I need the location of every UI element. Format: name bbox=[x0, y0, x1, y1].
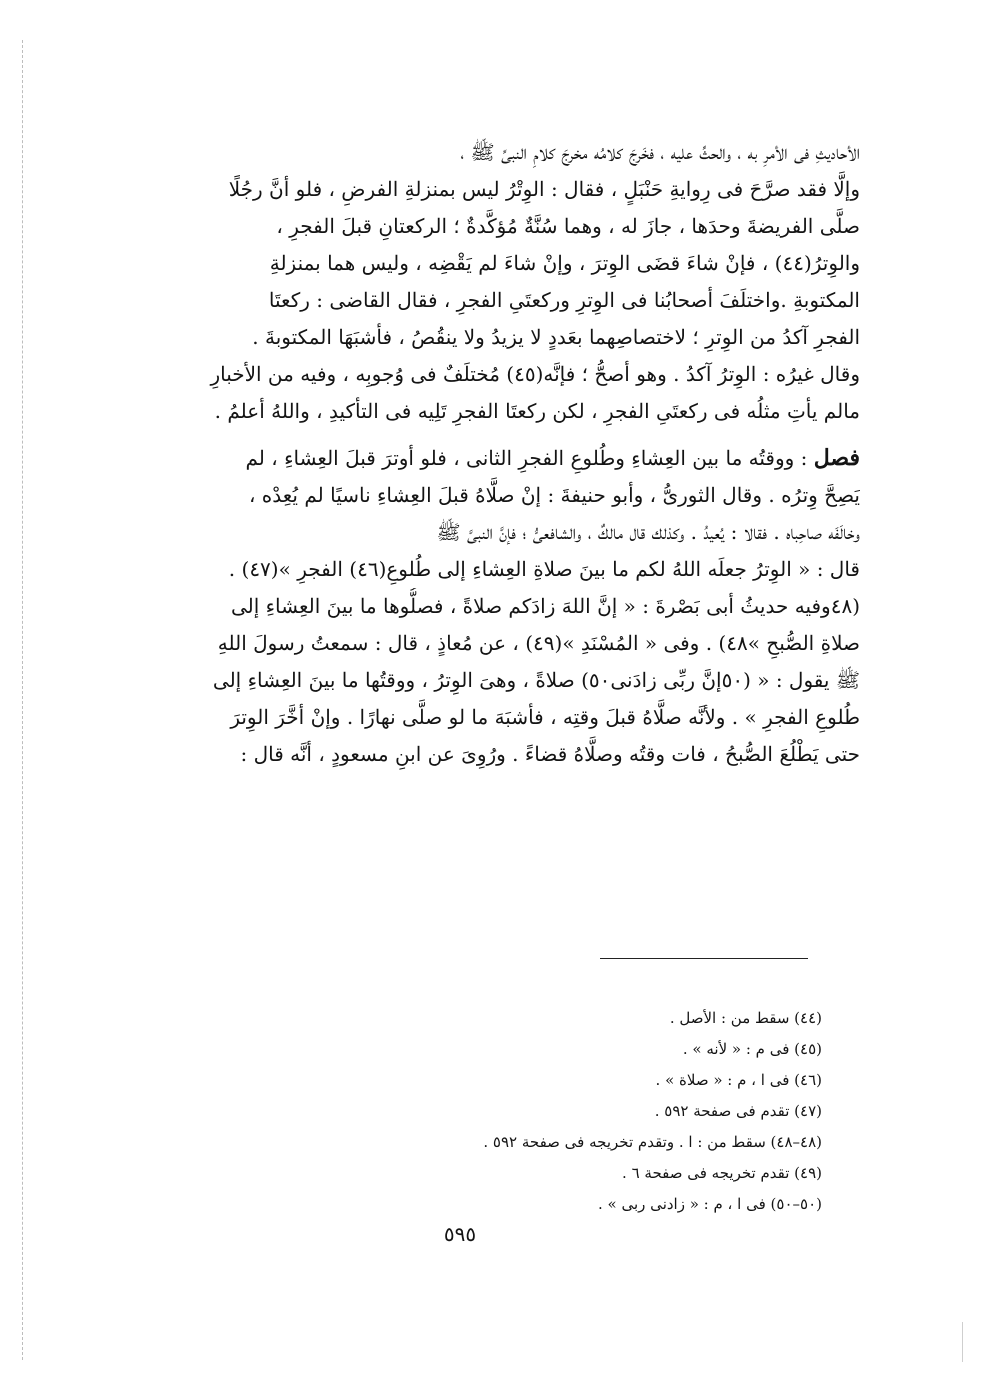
footnote-50: (٥٠–٥٠) فى ا ، م : « زادنى ربى » . bbox=[598, 1195, 822, 1213]
footnote-49: (٤٩) تقدم تخريجه فى صفحة ٦ . bbox=[622, 1164, 822, 1182]
text-line-8: مالم يأتِ مثلُه فى ركعتَىِ الفجرِ ، لكن ركعتَا الفجرِ تَلِيه فى التأكيدِ ، واللهُ أعلمُ . bbox=[214, 399, 860, 423]
text-line-10: يَصِحَّ وِترُه . وقال الثورىُّ ، وأبو حنيفةَ : إنْ صلَّاهُ قبلَ العِشاءِ ناسيًا لم يُعِدْه ، bbox=[248, 483, 860, 507]
text-line-9-body: : ووقتُه ما بين العِشاءِ وطُلوعِ الفجرِ الثانى ، فلو أوترَ قبلَ العِشاءِ ، لم bbox=[245, 446, 814, 470]
footnotes bbox=[380, 1003, 822, 1220]
text-line-17: حتى يَطْلُعَ الصُّبحُ ، فات وقتُه وصلَّاهُ قضاءً . ورُوِىَ عن ابنِ مسعودٍ ، أنَّه قال : bbox=[240, 742, 860, 766]
binding-margin-dashes bbox=[22, 40, 23, 1360]
text-line-4: والوِترُ(٤٤) ، فإنْ شاءَ قضَى الوِترَ ، وإنْ شاءَ لم يَقْضِه ، وليس هما بمنزلةِ bbox=[269, 251, 860, 275]
text-line-15: ﷺ يقول : « (٥٠إنَّ ربِّى زادَنى٥٠) صلاةً ، وهىَ الوِترُ ، ووقتُها ما بينَ العِشاءِ إلى bbox=[212, 668, 860, 692]
footnote-48: (٤٨–٤٨) سقط من : ا . وتقدم تخريجه فى صفحة ٥٩٢ . bbox=[483, 1133, 822, 1151]
text-line-12: قال : « الوِترُ جعلَه اللهُ لكم ما بينَ صلاةِ العِشاءِ إلى طُلوعِ(٤٦) الفجرِ »(٤٧) . bbox=[228, 557, 860, 581]
text-line-3: صلَّى الفريضةَ وحدَها ، جازَ له ، وهما سُنَّةٌ مُؤكَّدةٌ ؛ الركعتانِ قبلَ الفجرِ ، bbox=[276, 214, 860, 238]
page-number: ٥٩٥ bbox=[443, 1222, 477, 1246]
footnote-46: (٤٦) فى ا ، م : « صلاة » . bbox=[655, 1071, 822, 1089]
text-line-14: صلاةِ الصُّبحِ »٤٨) . وفى « المُسْنَدِ »(٤٩) ، عن مُعاذٍ ، قال : سمعتُ رسولَ اللهِ bbox=[217, 631, 860, 655]
text-line-5: المكتوبةِ .واختلَفَ أصحابُنا فى الوِترِ وركعتَىِ الفجرِ ، فقال القاضى : ركعتَا bbox=[268, 288, 860, 312]
footnote-44: (٤٤) سقط من : الأصل . bbox=[669, 1009, 822, 1027]
text-line-16: طُلوعِ الفجرِ » . ولأنَّه صلَّاهُ قبلَ وقتِه ، فأشبَهَ ما لو صلَّى نهارًا . وإنْ أخَّرَ الوِترَ bbox=[230, 705, 860, 729]
footnote-separator bbox=[600, 958, 808, 959]
footnote-47: (٤٧) تقدم فى صفحة ٥٩٢ . bbox=[654, 1102, 822, 1120]
text-line-13: (٤٨وفيه حديثُ أبى بَصْرةَ : « إنَّ اللهَ زادَكم صلاةً ، فصلُّوها ما بينَ العِشاءِ إلى bbox=[230, 594, 860, 618]
text-line-2: وإلَّا فقد صرَّحَ فى رِوايةِ حَنْبَلٍ ، فقال : الوِتْرُ ليس بمنزلةِ الفرضِ ، فلو أنَّ رجُلًا bbox=[228, 177, 860, 201]
text-line-7: وقال غيرُه : الوِترُ آكدُ . وهو أصحُّ ؛ فإنَّه(٤٥) مُختلَفٌ فى وُجوبِه ، وفيه من الأخبارِ bbox=[210, 362, 860, 386]
text-line-11: وخالَفَه صاحِباه . فقالا : يُعيدُ . وكذلك قال مالكٌ ، والشافعىُّ ؛ فإنَّ النبىَّ ﷺ bbox=[436, 520, 860, 544]
body-text bbox=[152, 134, 860, 773]
text-line-1: الأحاديثِ فى الأمرِ به ، والحثِّ عليه ، فخَرجَ كلامُه مخرجَ كلامِ النبىِّ ﷺ ، bbox=[460, 140, 860, 164]
page-edge-mark bbox=[962, 1322, 963, 1362]
section-heading-fasl: فصل bbox=[813, 445, 860, 471]
footnote-45: (٤٥) فى م : « لأنه » . bbox=[682, 1040, 822, 1058]
text-line-9 bbox=[152, 440, 860, 477]
text-line-6: الفجرِ آكدُ من الوِترِ ؛ لاختصاصِهما بعَددٍ لا يزيدُ ولا ينقُصُ ، فأشبَهَا المكتوبةَ . bbox=[252, 325, 860, 349]
